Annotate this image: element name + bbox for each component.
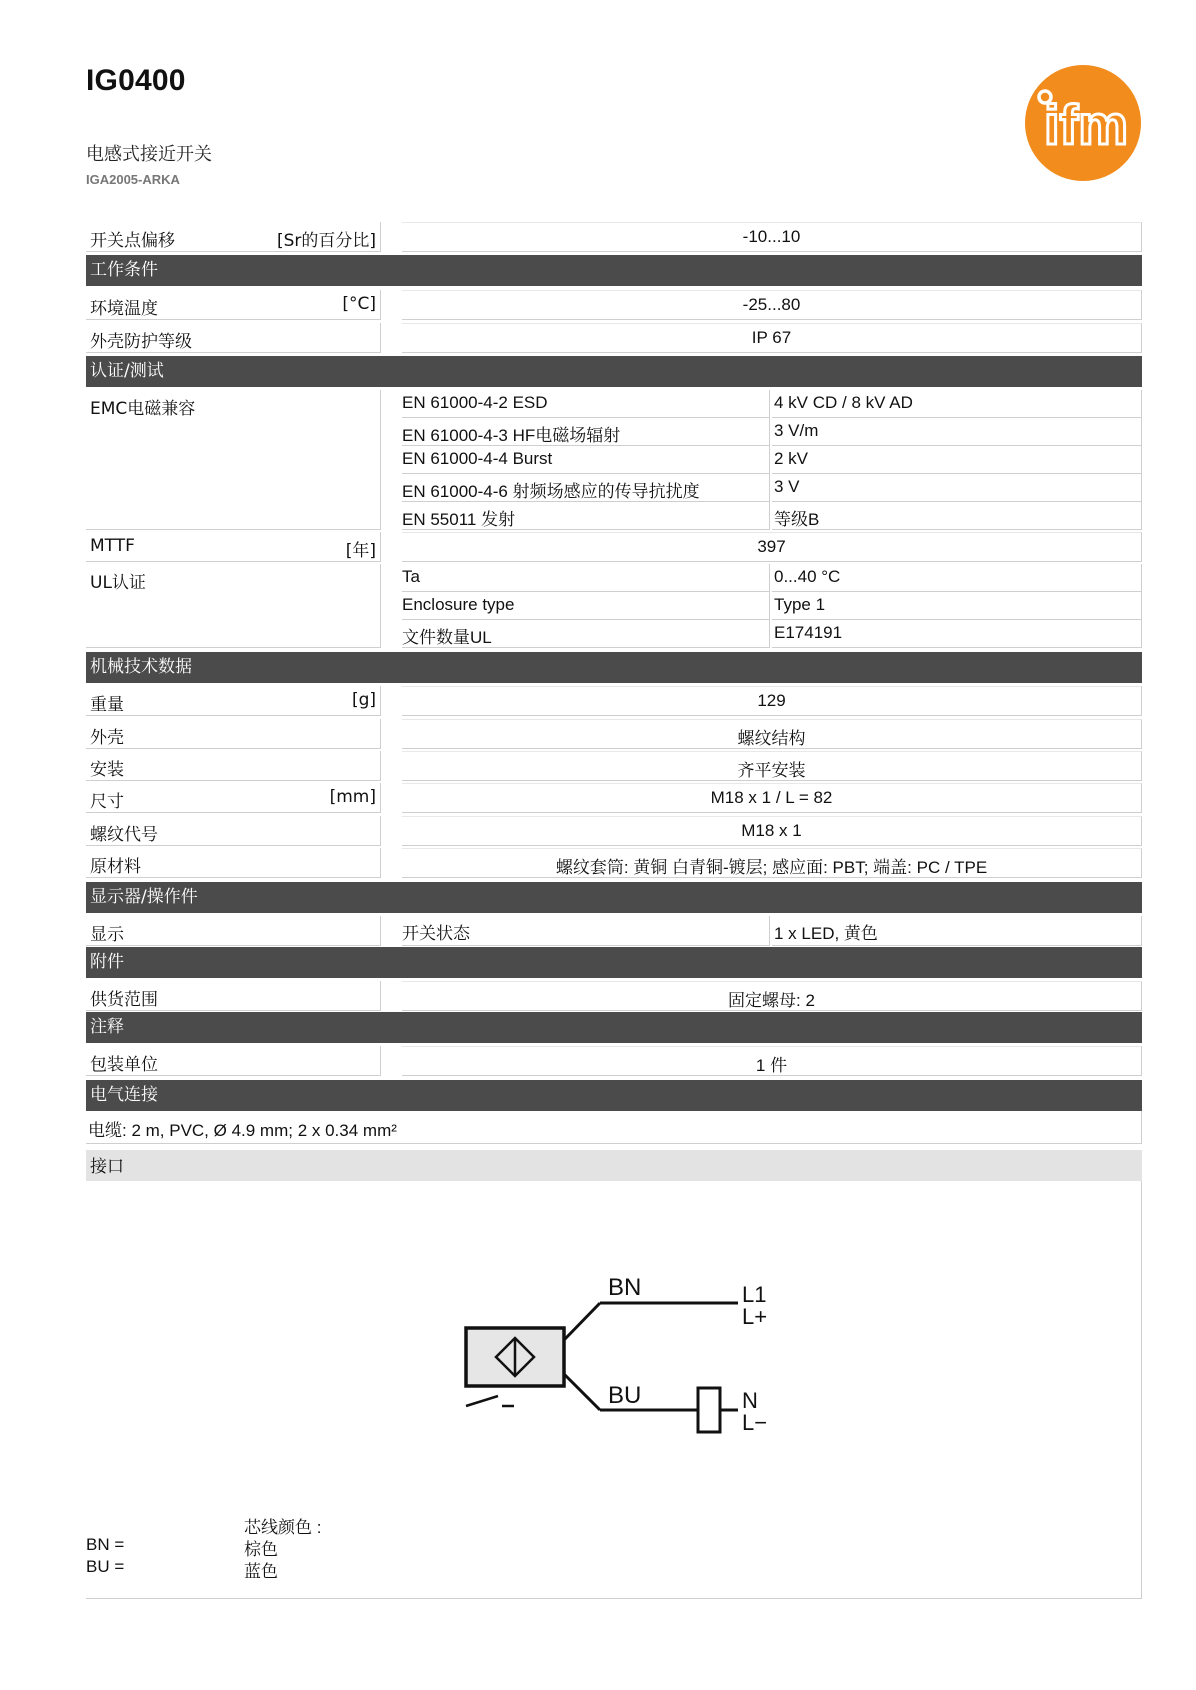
material-label: 原材料 xyxy=(86,848,381,878)
lplus-label: L+ xyxy=(742,1304,768,1329)
ul-value-row: E174191 xyxy=(772,620,1142,648)
scope-label: 供货范围 xyxy=(86,981,381,1011)
protection-label: 外壳防护等级 xyxy=(86,323,381,353)
legend-code: BN = xyxy=(86,1535,125,1554)
emc-std-row: EN 61000-4-4 Burst xyxy=(402,446,770,474)
mttf-label: MTTF [年] xyxy=(86,532,381,562)
interface-header: 接口 xyxy=(86,1150,1142,1181)
thread-value: M18 x 1 xyxy=(402,816,1142,846)
emc-value-row: 3 V/m xyxy=(772,418,1142,446)
legend-title: 芯线颜色 : xyxy=(244,1518,322,1537)
lminus-label: L− xyxy=(742,1410,768,1435)
ifm-logo-icon xyxy=(1024,64,1142,182)
ul-value-row: Type 1 xyxy=(772,592,1142,620)
section-notes: 注释 xyxy=(86,1012,1142,1043)
ambient-temp-label: 环境温度 [°C] xyxy=(86,290,381,320)
product-code: IGA2005-ARKA xyxy=(86,172,180,187)
display-label: 显示 xyxy=(86,916,381,946)
section-mechanical: 机械技术数据 xyxy=(86,652,1142,683)
legend-color: 棕色 xyxy=(244,1540,278,1559)
switch-offset-value: -10...10 xyxy=(402,222,1142,252)
ul-value-row: 0...40 °C xyxy=(772,564,1142,592)
wiring-diagram-icon xyxy=(458,1268,778,1448)
legend-color: 蓝色 xyxy=(244,1562,278,1581)
cable-spec: 电缆: 2 m, PVC, Ø 4.9 mm; 2 x 0.34 mm² xyxy=(86,1111,1142,1144)
emc-std-row: EN 55011 发射 xyxy=(402,502,770,530)
mounting-value: 齐平安装 xyxy=(402,751,1142,781)
dimensions-label: 尺寸 [mm] xyxy=(86,783,381,813)
ambient-temp-value: -25...80 xyxy=(402,290,1142,320)
dimensions-value: M18 x 1 / L = 82 xyxy=(402,783,1142,813)
mounting-label: 安装 xyxy=(86,751,381,781)
protection-value: IP 67 xyxy=(402,323,1142,353)
weight-value: 129 xyxy=(402,686,1142,716)
weight-label: 重量 [g] xyxy=(86,686,381,716)
emc-value-row: 等级B xyxy=(772,502,1142,530)
section-display: 显示器/操作件 xyxy=(86,882,1142,913)
l1-label: L1 xyxy=(742,1282,767,1307)
bu-label: BU xyxy=(608,1382,642,1409)
section-operating: 工作条件 xyxy=(86,255,1142,286)
pack-unit-value: 1 件 xyxy=(402,1046,1142,1076)
bn-label: BN xyxy=(608,1274,642,1301)
emc-value-row: 2 kV xyxy=(772,446,1142,474)
emc-std-row: EN 61000-4-6 射频场感应的传导抗扰度 xyxy=(402,474,770,502)
emc-label: EMC电磁兼容 xyxy=(86,390,381,530)
section-electrical: 电气连接 xyxy=(86,1080,1142,1111)
mttf-value: 397 xyxy=(402,532,1142,562)
display-value: 1 x LED, 黄色 xyxy=(772,916,1142,946)
legend-code: BU = xyxy=(86,1557,125,1576)
emc-std-row: EN 61000-4-3 HF电磁场辐射 xyxy=(402,418,770,446)
thread-label: 螺纹代号 xyxy=(86,816,381,846)
ul-key-row: Enclosure type xyxy=(402,592,770,620)
pack-unit-label: 包装单位 xyxy=(86,1046,381,1076)
housing-label: 外壳 xyxy=(86,719,381,749)
logo-text: ifm xyxy=(1044,93,1128,156)
section-tests: 认证/测试 xyxy=(86,356,1142,387)
product-title: IG0400 xyxy=(86,64,186,97)
emc-value-row: 3 V xyxy=(772,474,1142,502)
switch-offset-label: 开关点偏移 [Sr的百分比] xyxy=(86,222,381,252)
product-subtitle: 电感式接近开关 xyxy=(86,144,212,165)
section-accessories: 附件 xyxy=(86,947,1142,978)
ul-key-row: Ta xyxy=(402,564,770,592)
display-key: 开关状态 xyxy=(402,916,770,946)
emc-std-row: EN 61000-4-2 ESD xyxy=(402,390,770,418)
housing-value: 螺纹结构 xyxy=(402,719,1142,749)
n-label: N xyxy=(742,1388,758,1413)
ul-key-row: 文件数量UL xyxy=(402,620,770,648)
scope-value: 固定螺母: 2 xyxy=(402,981,1142,1011)
material-value: 螺纹套筒: 黄铜 白青铜-镀层; 感应面: PBT; 端盖: PC / TPE xyxy=(402,848,1142,878)
emc-value-row: 4 kV CD / 8 kV AD xyxy=(772,390,1142,418)
ul-label: UL认证 xyxy=(86,564,381,648)
